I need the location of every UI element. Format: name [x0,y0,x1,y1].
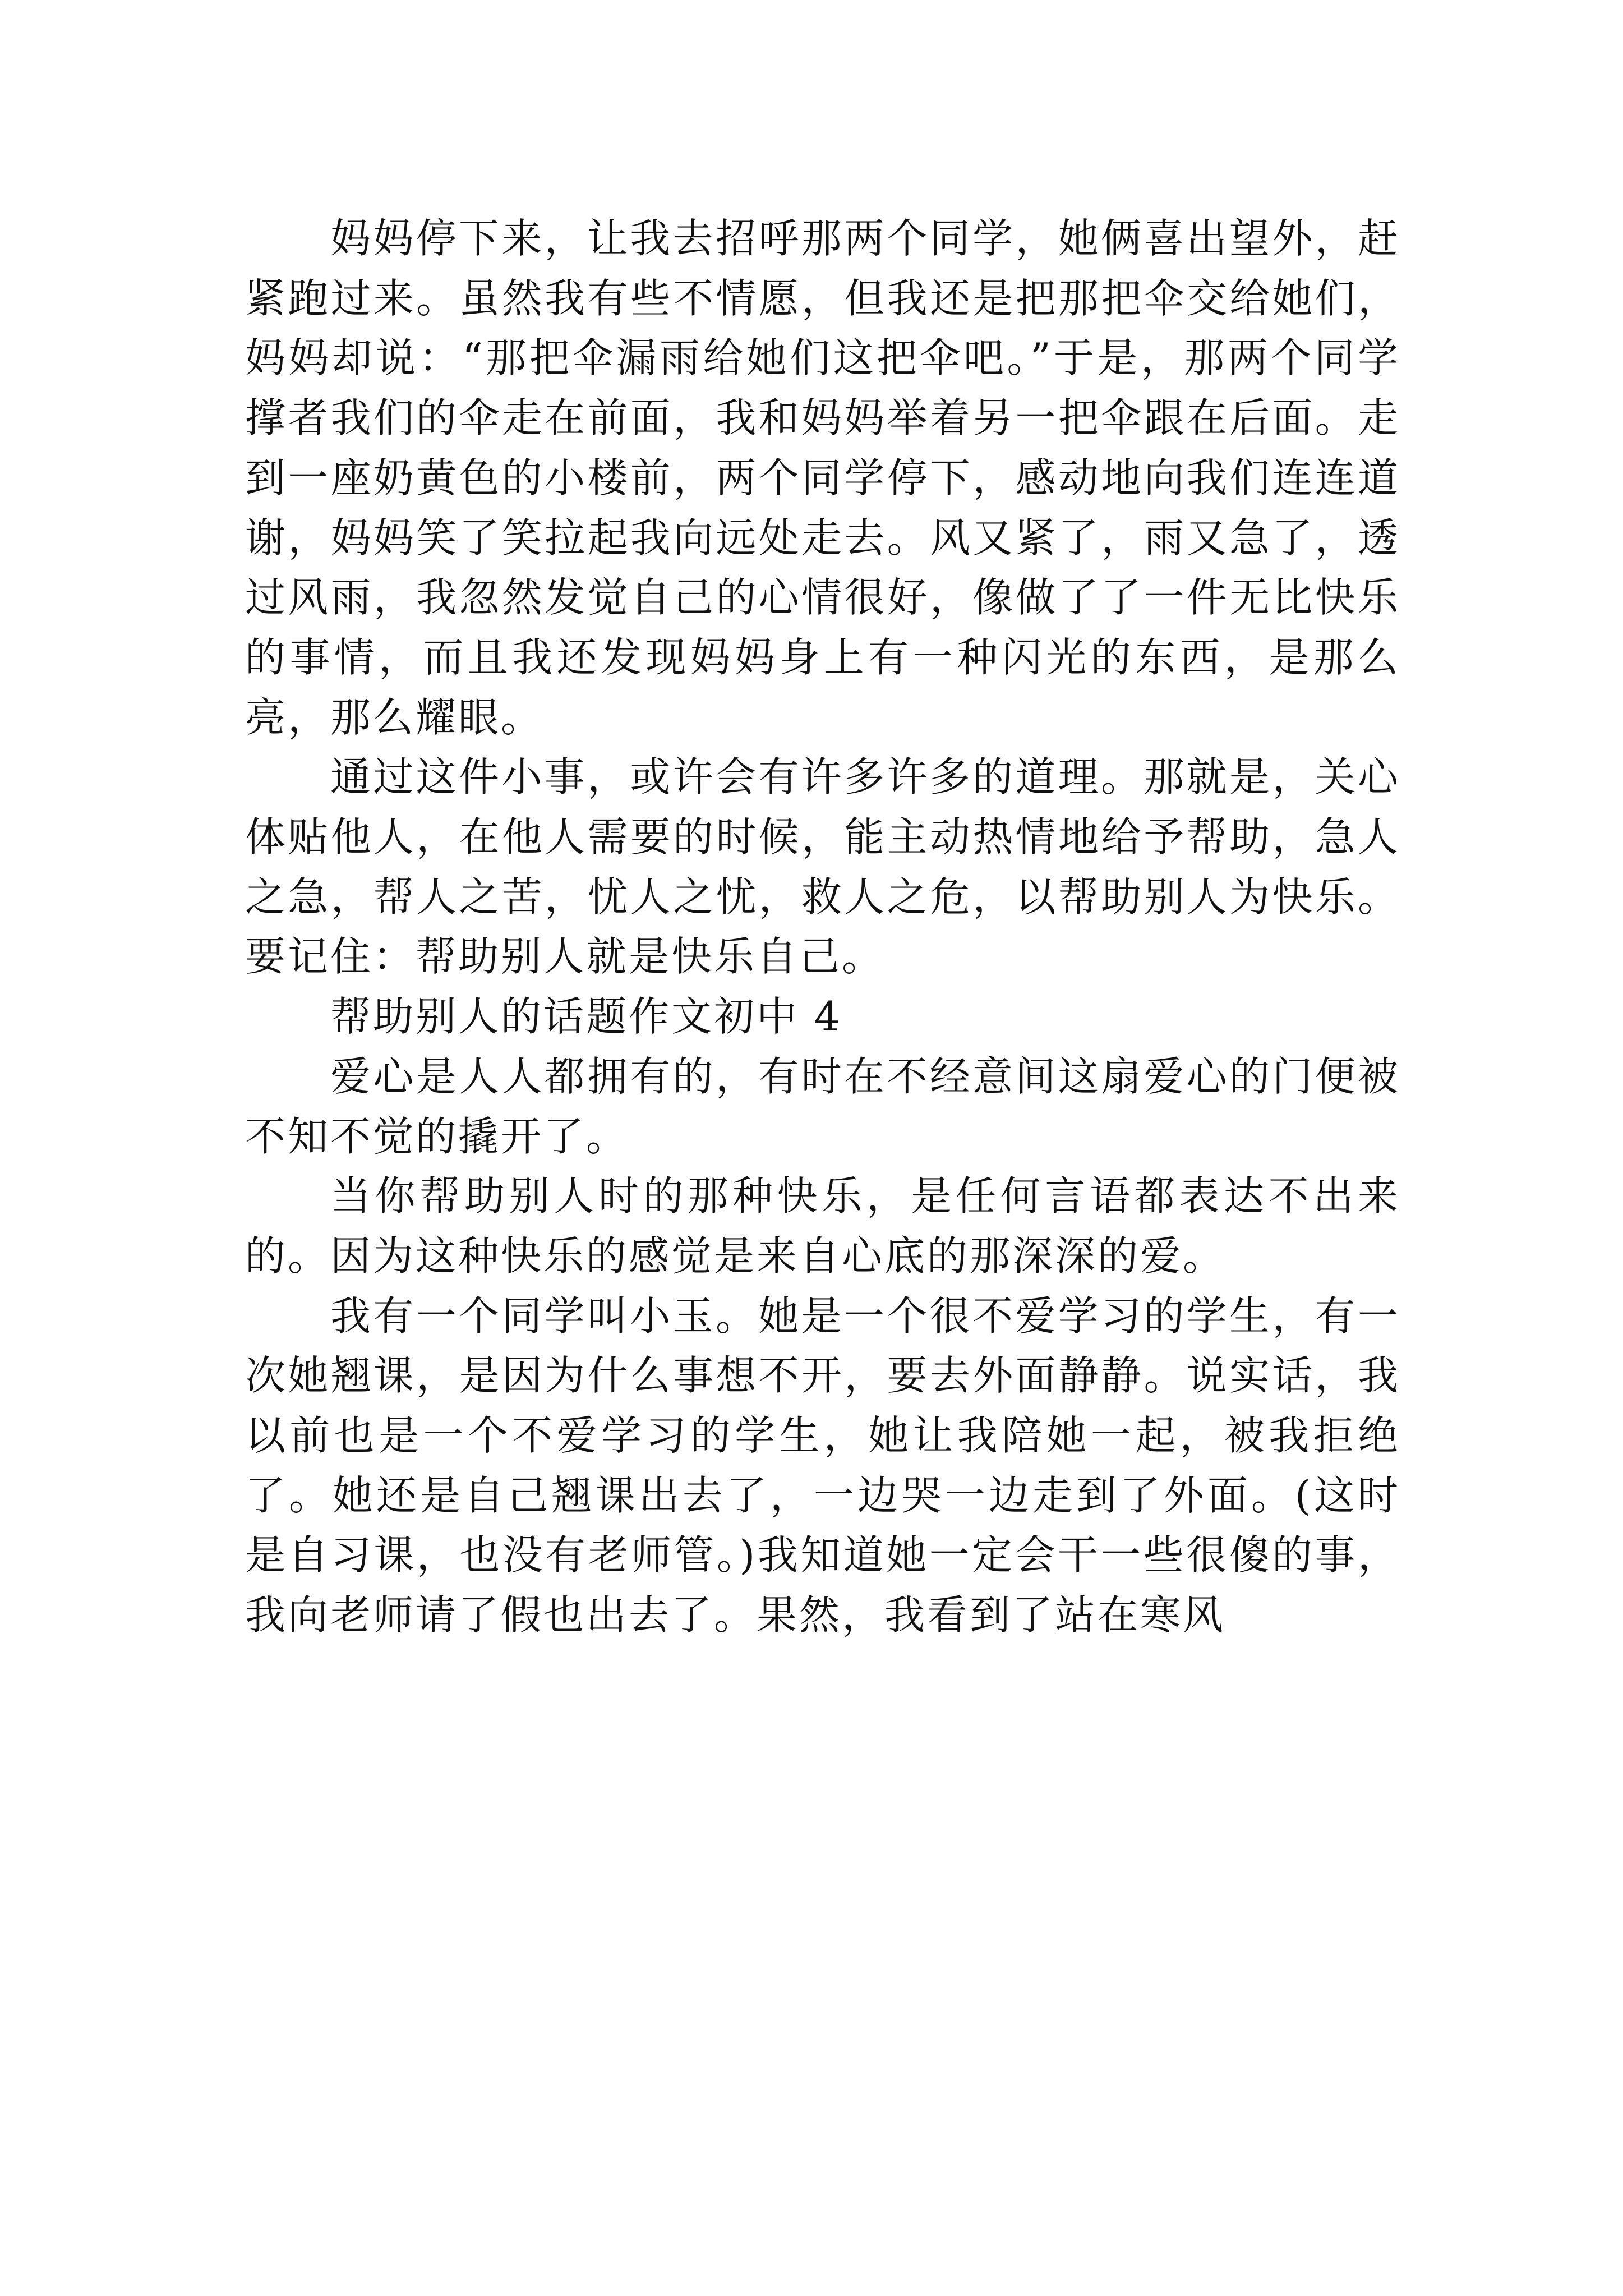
paragraph-classmate-story: 我有一个同学叫小玉。她是一个很不爱学习的学生，有一次她翘课，是因为什么事想不开，要去外面静静。说实话，我以前也是一个不爱学习的学生，她让我陪她一起，被我拒绝了。她还是自己翘课出去了，一边哭一边走到了外面。(这时是自习课，也没有老师管。)我知道她一定会干一些很傻的事，我向老师请了假也出去了。果然，我看到了站在寒风 [245,1292,1400,1639]
paragraph-umbrella-story: 妈妈停下来，让我去招呼那两个同学，她俩喜出望外，赶紧跑过来。虽然我有些不情愿，但我还是把那把伞交给她们，妈妈却说：“那把伞漏雨给她们这把伞吧。”于是，那两个同学撑者我们的伞走在前面，我和妈妈举着另一把伞跟在后面。走到一座奶黄色的小楼前，两个同学停下，感动地向我们连连道谢，妈妈笑了笑拉起我向远处走去。风又紧了，雨又急了，透过风雨，我忽然发觉自己的心情很好，像做了了一件无比快乐的事情，而且我还发现妈妈身上有一种闪光的东西，是那么亮，那么耀眼。 [245,215,1400,741]
paragraph-joy-of-helping: 当你帮助别人时的那种快乐，是任何言语都表达不出来的。因为这种快乐的感觉是来自心底的那深深的爱。 [245,1172,1400,1280]
essay-heading: 帮助别人的话题作文初中 4 [330,993,842,1041]
body-text [245,209,1400,1645]
paragraph-love-intro: 爱心是人人都拥有的，有时在不经意间这扇爱心的门便被不知不觉的撬开了。 [245,1052,1400,1160]
paragraph-lesson: 通过这件小事，或许会有许多许多的道理。那就是，关心体贴他人，在他人需要的时候，能主动热情地给予帮助，急人之急，帮人之苦，忧人之忧，救人之危，以帮助别人为快乐。要记住：帮助别人就是快乐自己。 [245,753,1400,981]
